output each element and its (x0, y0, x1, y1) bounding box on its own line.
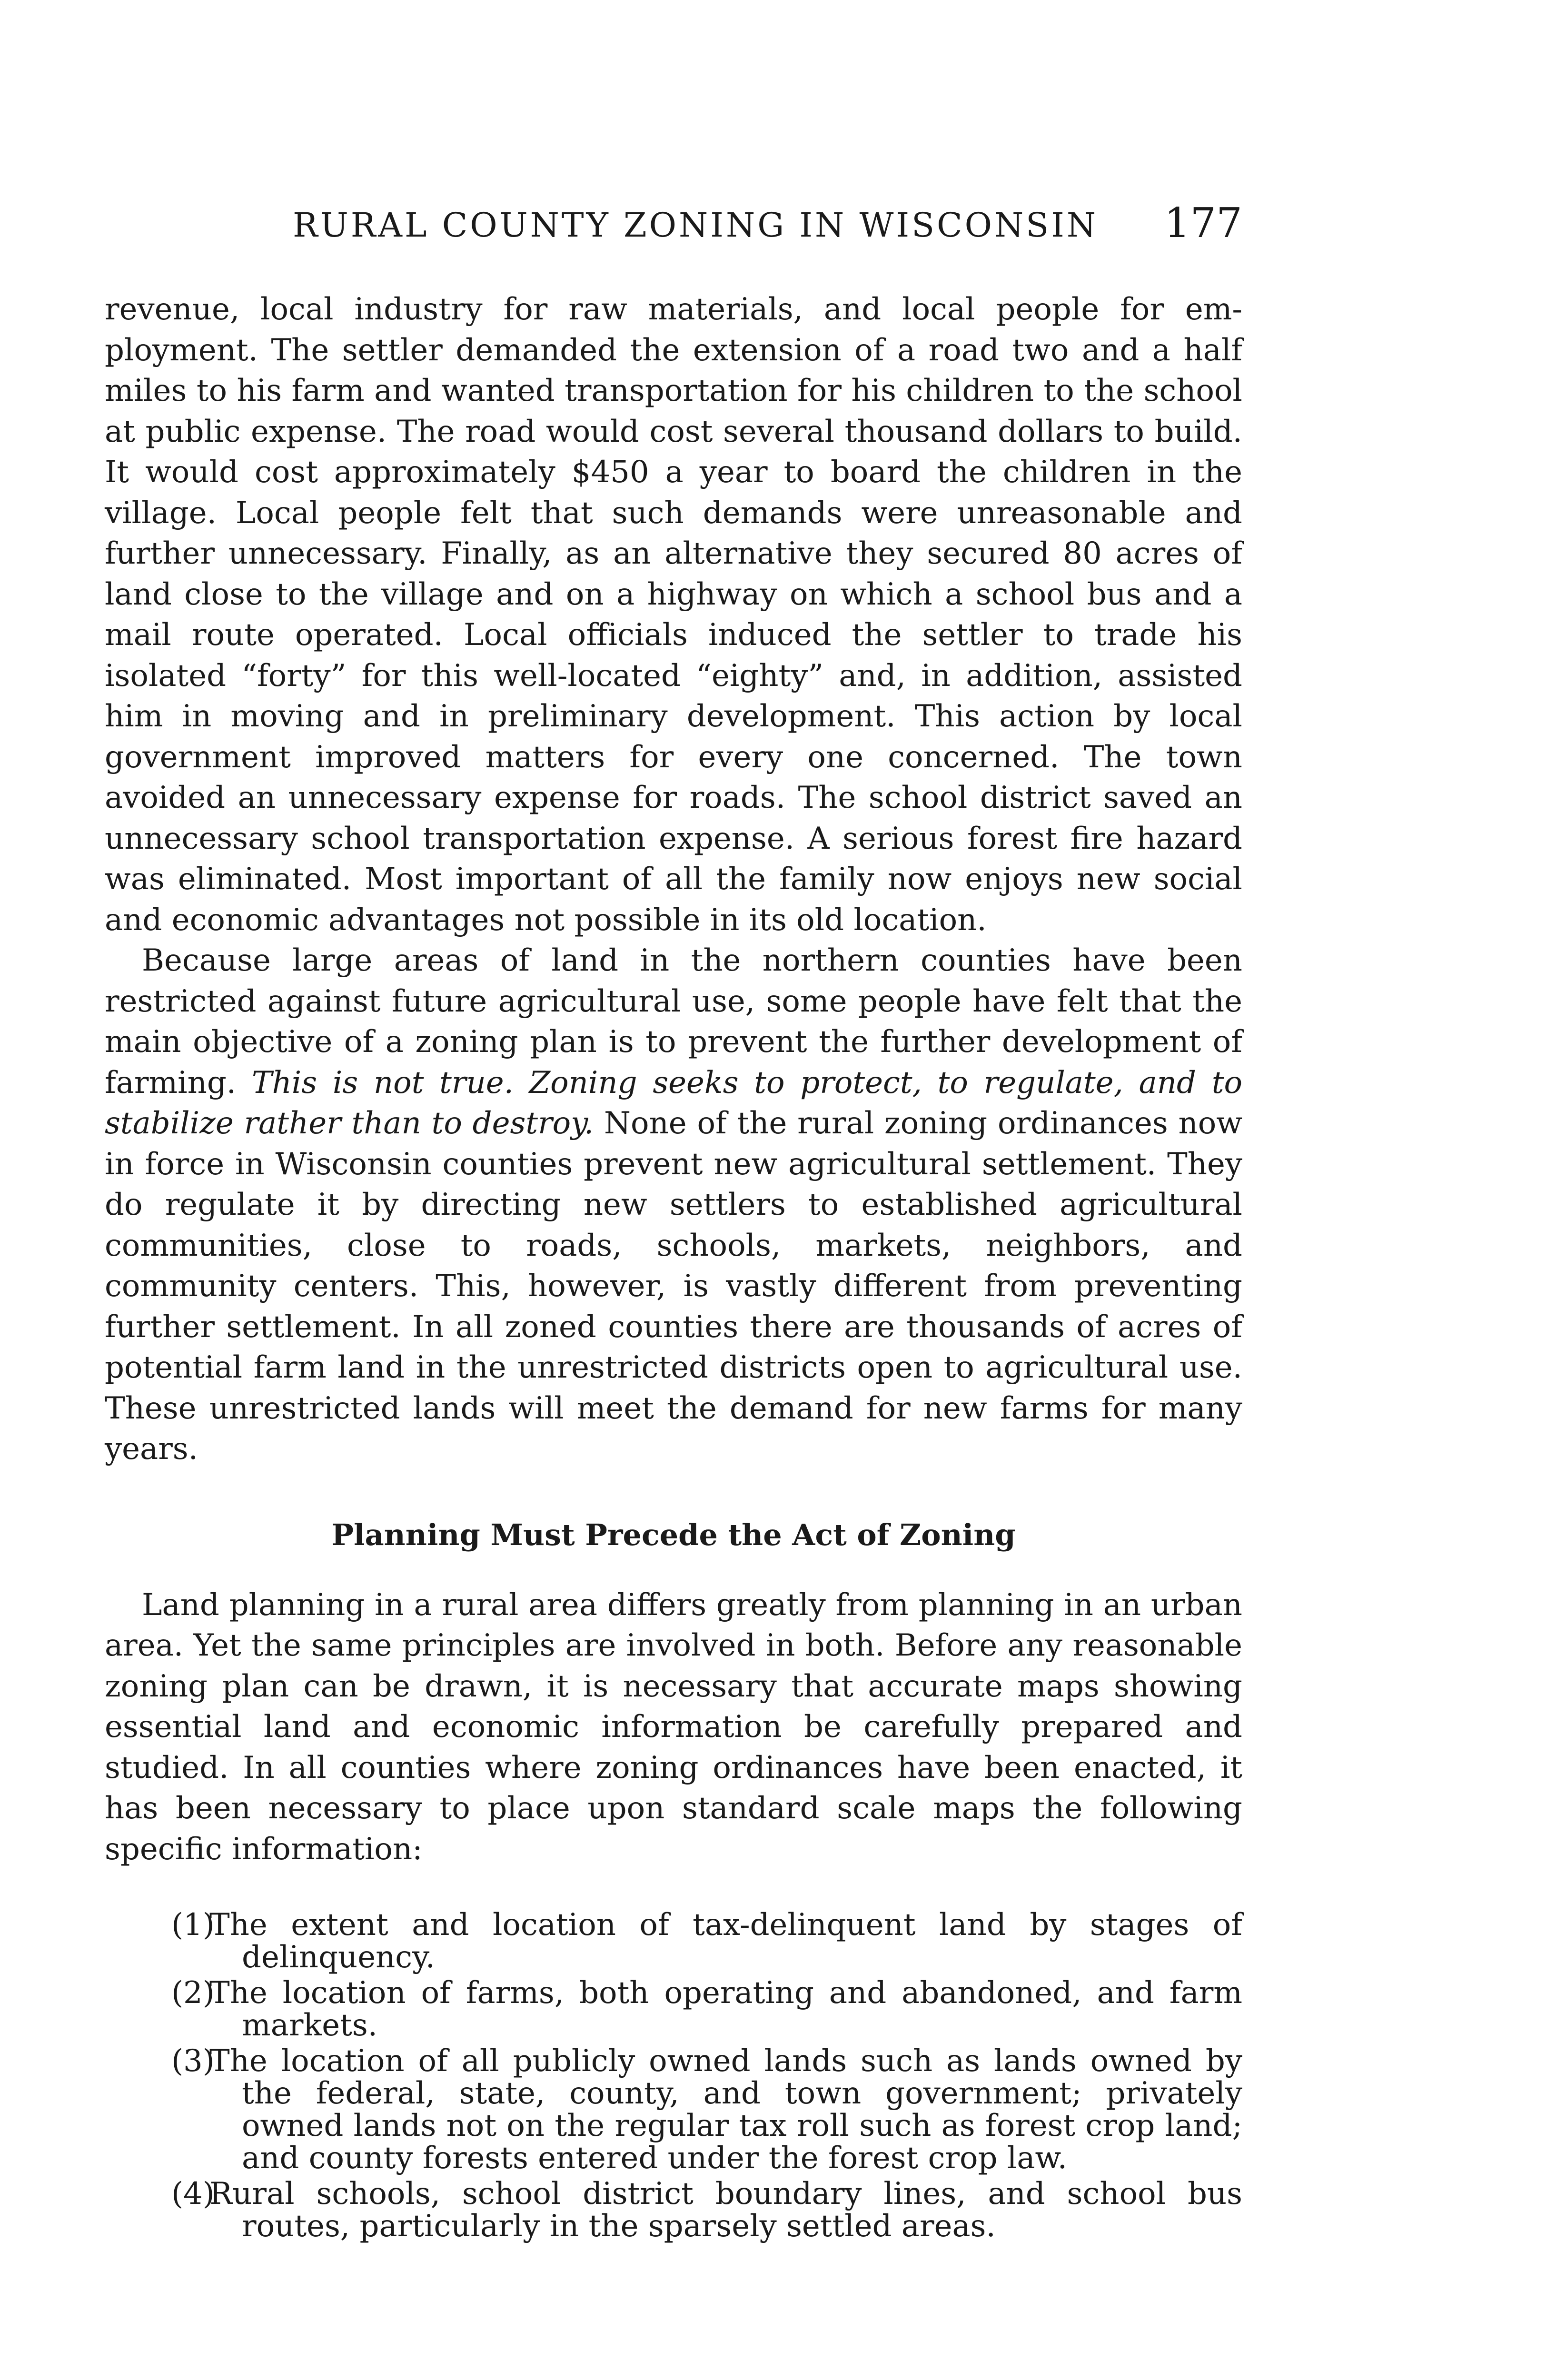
list-item (105, 1977, 1242, 2042)
list-item-text: The location of farms, both operating and abandoned, and farm markets. (209, 1975, 1242, 2043)
body-text (105, 289, 1242, 2246)
list-item (105, 2045, 1242, 2174)
paragraph-land-planning: Land planning in a rural area differs greatly from planning in an urban area. Yet the same principles are involved in both. Before any reasonable zoning plan can be drawn, it is necessary that accurate maps showing essential land and economic information be carefully prepared and studied. In all counties where zoning ordinances have been enacted, it has been necessary to place upon standard scale maps the following specific information: (105, 1587, 1242, 1867)
list-item-text: The extent and location of tax-delinquent land by stages of delinquency. (209, 1907, 1242, 1975)
running-title: RURAL COUNTY ZONING IN WISCONSIN (293, 206, 1099, 245)
information-list (105, 1909, 1242, 2242)
running-header (105, 199, 1242, 251)
list-item-number: (3) (171, 2043, 215, 2079)
list-item-number: (1) (171, 1907, 215, 1943)
list-item-text: Rural schools, school district boundary lines, and school bus routes, particularly in the sparsely settled areas. (209, 2176, 1242, 2244)
list-item (105, 1909, 1242, 1973)
list-item-number: (4) (171, 2176, 215, 2211)
list-item-text: The location of all publicly owned lands such as lands owned by the federal, state, county, and town government; privately owned lands not on the regular tax roll such as forest crop land; and county forests entered under the forest crop law. (209, 2043, 1242, 2176)
list-item (105, 2178, 1242, 2242)
paragraph-continued: revenue, local industry for raw materials, and local people for employment. The settler demanded the extension of a road two and a half miles to his farm and wanted transportation for his children to the school at public expense. The road would cost several thousand dollars to build. It would cost approximately $450 a year to board the children in the village. Local people felt that such demands were unreasonable and further unnecessary. Finally, as an alternative they secured 80 acres of land close to the village and on a highway on which a school bus and a mail route operated. Local officials induced the settler to trade his isolated “forty” for this well-located “eighty” and, in addition, assisted him in moving and in preliminary development. This action by local government improved matters for every one concerned. The town avoided an unnecessary expense for roads. The school district saved an unnecessary school transportation expense. A serious forest fire hazard was eliminated. Most important of all the family now enjoys new social and economic advantages not possible in its old location. (105, 292, 1242, 938)
emphasized-statement: This is not true. Zoning seeks to protect, to regulate, and to stabilize rather than to destroy. (105, 1065, 1243, 1141)
paragraph-zoning-objective (105, 941, 1242, 1470)
paragraph-zoning-objective-end: None of the rural zoning ordinances now in force in Wisconsin counties prevent new agricultural settlement. They do regulate it by directing new settlers to established agricultural communities, close to roads, schools, markets, neighbors, and community centers. This, however, is vastly different from preventing further settlement. In all zoned counties there are thousands of acres of potential farm land in the unrestricted districts open to agricultural use. These unrestricted lands will meet the demand for new farms for many years. (105, 1106, 1243, 1467)
page-number: 177 (1164, 199, 1242, 247)
paragraph-zoning-objective-start: Because large areas of land in the northern counties have been restricted against future agricultural use, some people have felt that the main objective of a zoning plan is to prevent the further development of farming. (105, 943, 1242, 1101)
section-heading: Planning Must Precede the Act of Zoning (331, 1517, 1016, 1552)
list-item-number: (2) (171, 1975, 215, 2011)
